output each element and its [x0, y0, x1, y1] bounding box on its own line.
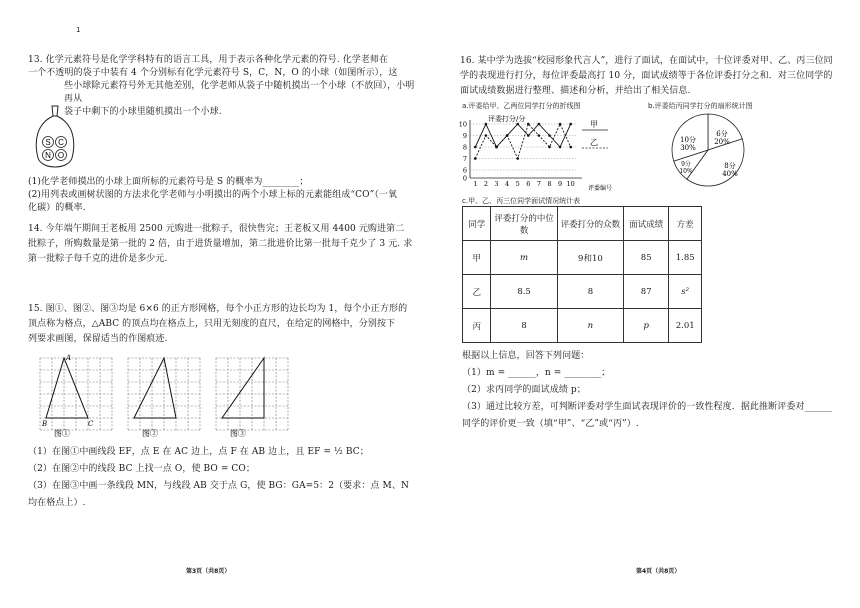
- table-header: 评委打分的众数: [557, 207, 623, 241]
- pie-label: 8分: [724, 162, 736, 170]
- q16-sub3-line: 同学的评价更一致（填“甲”、“乙”或“丙”）.: [462, 419, 639, 429]
- y-axis-label: 评委打分/分: [488, 115, 526, 123]
- page-footer: 第3页（共8页）: [186, 568, 231, 575]
- grid-figure-3: [216, 358, 288, 438]
- series-line: [475, 124, 570, 147]
- q16-sub3-line: （3）通过比较方差，可判断评委对学生面试表现评价的一致性程度．据此推断评委对______: [462, 402, 833, 412]
- bag-figure: [30, 102, 80, 174]
- chart-b-caption: b.评委给丙同学打分的扇形统计图: [648, 102, 753, 110]
- y-tick-label: 10: [458, 120, 467, 129]
- q15-subquestions: [28, 444, 423, 512]
- q13-line: 些小球除元素符号外无其他差别，化学老师从袋子中随机摸出一个小球（不放回），小明再从: [64, 81, 415, 104]
- table-row: [463, 241, 702, 275]
- x-tick-label: 3: [494, 180, 499, 188]
- q14-line: 14. 今年端午期间王老板用 2500 元购进一批粽子，很快售完；王老板又用 4400 元购进第二: [28, 224, 405, 234]
- q13-line: 袋子中剩下的小球里随机摸出一个小球.: [64, 107, 222, 117]
- q16-sub2: （2）求丙同学的面试成绩 p；: [462, 385, 586, 395]
- ball-label: O: [57, 151, 65, 160]
- pie-label: 10分: [680, 136, 696, 144]
- data-point: [527, 123, 530, 126]
- table-cell: 丙: [463, 309, 491, 343]
- table-row: [463, 309, 702, 343]
- q14-line: 第一批粽子每千克的进价是多少元.: [28, 254, 168, 264]
- q13-subquestions: [28, 176, 423, 215]
- ball-label: S: [45, 138, 51, 147]
- q15-sub1: （1）在图①中画线段 EF，点 E 在 AC 边上，点 F 在 AB 边上，且 EF = ½ BC；: [28, 447, 369, 457]
- table-header: 面试成绩: [624, 207, 669, 241]
- y-tick-label: 6: [462, 166, 467, 175]
- table-cell: m: [491, 241, 557, 275]
- x-tick-label: 8: [547, 180, 552, 188]
- y-tick-label: 7: [462, 155, 467, 163]
- q15-sub3-line: 均在格点上）.: [28, 498, 86, 508]
- page-footer: 第4页（共8页）: [636, 568, 681, 575]
- chart-c-caption: c.甲、乙、丙三位同学面试情况统计表: [462, 197, 581, 205]
- figure-label: 图③: [230, 429, 246, 438]
- table-header: 同学: [463, 207, 491, 241]
- table-cell: 8: [557, 275, 623, 309]
- data-point: [485, 134, 488, 137]
- q16-line: 面试成绩数据进行整理、描述和分析，并给出了相关信息.: [460, 86, 691, 96]
- data-point: [516, 123, 519, 126]
- table-cell: 甲: [463, 241, 491, 275]
- point-label-a: A: [66, 354, 72, 362]
- q14-line: 批粽子，所购数量是第一批的 2 倍，由于进货量增加，第二批进价比第一批每千克少了 3 元. 求: [28, 239, 413, 249]
- q13-sub2-line: (2)用列表或画树状图的方法求化学老师与小明摸出的两个小球上标的元素能组成“CO”（一氧: [28, 190, 398, 200]
- figure-label: 图①: [54, 429, 70, 438]
- q16-subquestions: [462, 348, 857, 433]
- table-cell: p: [624, 309, 669, 343]
- y-tick-label: 0: [462, 174, 467, 183]
- table-header: 评委打分的中位数: [491, 207, 557, 241]
- data-point: [516, 157, 519, 160]
- data-point: [506, 134, 509, 137]
- table-cell: 1.85: [669, 241, 702, 275]
- point-label-c: C: [88, 420, 94, 428]
- pie-percent: 20%: [714, 138, 730, 146]
- table-header-row: [463, 207, 702, 241]
- pie-label: 9分: [681, 161, 691, 168]
- legend-label: 甲: [590, 120, 598, 129]
- q15-sub3-line: （3）在图③中画一条线段 MN，与线段 AB 交于点 G，使 BG：GA=5：2（要求：点 M、N: [28, 481, 409, 491]
- data-point: [548, 146, 551, 149]
- legend-label: 乙: [590, 138, 598, 147]
- chart-a-caption: a.评委给甲、乙两位同学打分的折线图: [462, 102, 581, 110]
- grid-figures: [30, 352, 310, 438]
- table-cell: 87: [624, 275, 669, 309]
- figure-label: 图②: [142, 429, 158, 438]
- q13-line: 13. 化学元素符号是化学学科特有的语言工具，用于表示各种化学元素的符号. 化学老师在: [28, 55, 389, 65]
- score-table: [462, 206, 702, 343]
- pie-label: 6分: [716, 130, 728, 138]
- x-tick-label: 6: [526, 180, 531, 188]
- q16-line: 16. 某中学为选拔“校园形象代言人”，进行了面试，在面试中，十位评委对甲、乙、丙三位同: [460, 56, 833, 66]
- right-page: [430, 0, 860, 608]
- q16-line: 学的表现进行打分，每位评委最高打 10 分，面试成绩等于各位评委打分之和．对三位同学的: [460, 71, 833, 81]
- question-14: [28, 222, 423, 267]
- x-tick-label: 10: [566, 180, 575, 188]
- x-tick-label: 2: [483, 180, 488, 188]
- x-tick-label: 9: [558, 180, 563, 188]
- q16-intro: 根据以上信息，回答下列问题：: [462, 351, 590, 361]
- data-point: [474, 157, 477, 160]
- y-tick-label: 9: [462, 132, 467, 140]
- q13-sub1: (1)化学老师摸出的小球上面所标的元素符号是 S 的概率为________；: [28, 177, 309, 187]
- table-cell: 乙: [463, 275, 491, 309]
- x-tick-label: 7: [536, 180, 541, 188]
- data-point: [569, 146, 572, 149]
- table-cell: n: [557, 309, 623, 343]
- pie-percent: 10%: [679, 168, 693, 175]
- question-16: [460, 54, 855, 99]
- grid-figure-1: [40, 354, 112, 438]
- table-row: [463, 275, 702, 309]
- line-chart: [458, 112, 648, 192]
- q15-sub2: （2）在图②中的线段 BC 上找一点 O，使 BO = CO；: [28, 464, 256, 474]
- ball-label: C: [58, 138, 64, 147]
- table-cell: 85: [624, 241, 669, 275]
- table-cell: 2.01: [669, 309, 702, 343]
- q15-line: 15. 图①、图②、图③均是 6×6 的正方形网格，每个小正方形的边长均为 1，每个小正方形的: [28, 304, 408, 314]
- y-tick-label: 8: [462, 143, 467, 152]
- table-cell: 8: [491, 309, 557, 343]
- question-13: [28, 54, 423, 119]
- point-label-b: B: [42, 420, 48, 428]
- x-tick-label: 5: [515, 180, 520, 188]
- q13-sub2-line: 化碳）的概率.: [28, 203, 86, 213]
- q15-line: 顶点称为格点，△ABC 的顶点均在格点上，只用无刻度的直尺，在给定的网格中，分别按下: [28, 319, 396, 329]
- q15-line: 列要求画图，保留适当的作图痕迹.: [28, 334, 168, 344]
- data-point: [559, 146, 562, 149]
- data-point: [538, 134, 541, 137]
- corner-mark: 1: [76, 26, 81, 34]
- data-point: [559, 123, 562, 126]
- x-tick-label: 4: [505, 180, 510, 188]
- q16-sub1: （1）m = ______，n = ________；: [462, 368, 611, 378]
- data-point: [548, 134, 551, 137]
- data-point: [527, 134, 530, 137]
- x-tick-label: 1: [473, 180, 478, 188]
- x-axis-label: 评委编号: [588, 185, 613, 192]
- table-header: 方差: [669, 207, 702, 241]
- q13-line: 一个不透明的袋子中装有 4 个分别标有化学元素符号 S，C，N，O 的小球（如图所示），这: [28, 68, 398, 78]
- question-15: [28, 302, 423, 347]
- data-point: [538, 123, 541, 126]
- ball-label: N: [45, 151, 51, 160]
- data-point: [495, 146, 498, 149]
- data-point: [485, 123, 488, 126]
- pie-percent: 40%: [722, 170, 738, 178]
- table-cell: 9和10: [557, 241, 623, 275]
- data-point: [474, 146, 477, 149]
- table-cell: 8.5: [491, 275, 557, 309]
- pie-chart: [666, 110, 766, 190]
- pie-percent: 30%: [680, 144, 696, 152]
- grid-figure-2: [128, 358, 200, 438]
- table-cell: s²: [669, 275, 702, 309]
- data-point: [569, 123, 572, 126]
